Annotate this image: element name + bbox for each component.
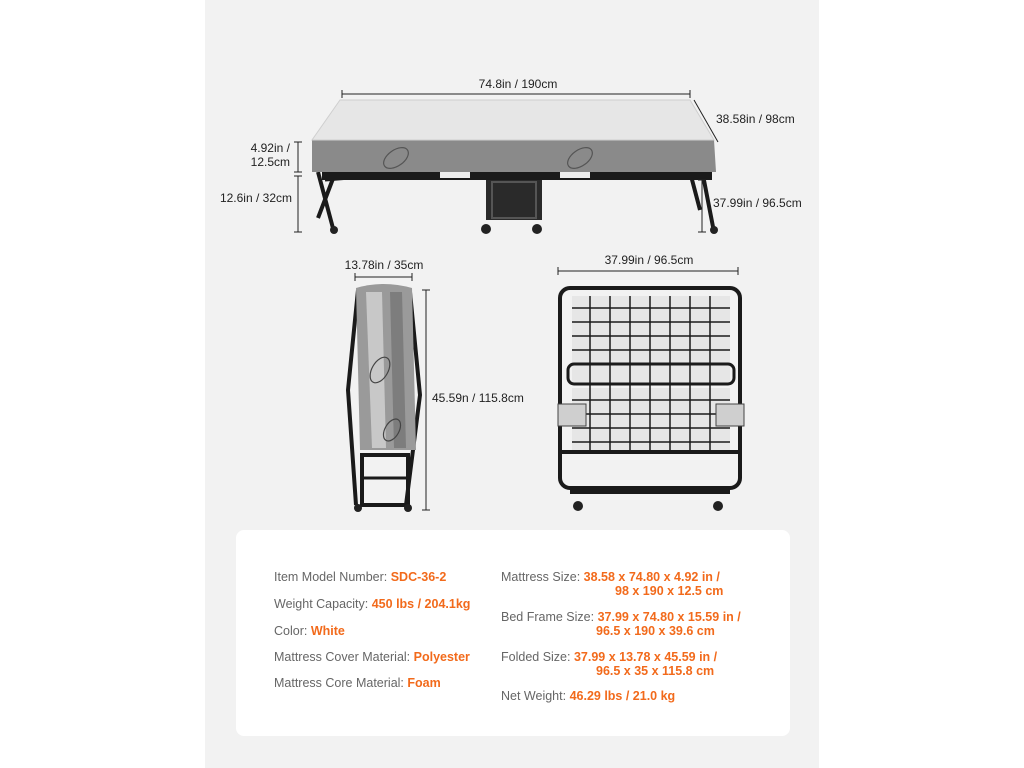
spec-frame-size-label: Bed Frame Size: (501, 610, 598, 624)
spec-frame-size (501, 610, 741, 638)
folded-side-view (348, 284, 420, 512)
spec-folded-size-value-1: 37.99 x 13.78 x 45.59 in / (573, 650, 718, 664)
spec-color-label: Color: (274, 624, 311, 638)
dim-folded-width: 37.99in / 96.5cm (604, 253, 694, 267)
dim-length: 74.8in / 190cm (478, 77, 558, 91)
spec-core-value: Foam (407, 676, 441, 690)
dim-frame-width: 37.99in / 96.5cm (713, 196, 802, 210)
spec-core (274, 676, 441, 690)
spec-color (274, 624, 345, 638)
spec-cover-label: Mattress Cover Material: (274, 650, 414, 664)
spec-frame-size-value-2: 96.5 x 190 x 39.6 cm (596, 624, 715, 638)
spec-weight-value: 46.29 lbs / 21.0 kg (569, 689, 676, 703)
dim-frame-height: 12.6in / 32cm (219, 191, 292, 205)
spec-color-value: White (310, 624, 345, 638)
spec-capacity-value: 450 lbs / 204.1kg (371, 597, 471, 611)
dim-mattress-height-2: 12.5cm (250, 155, 290, 169)
spec-mattress-size-label: Mattress Size: (501, 570, 584, 584)
dim-mattress-height-1: 4.92in / (250, 141, 290, 155)
spec-model-value: SDC-36-2 (390, 570, 447, 584)
spec-weight (501, 689, 675, 703)
spec-folded-size-value-2: 96.5 x 35 x 115.8 cm (596, 664, 715, 678)
spec-core-label: Mattress Core Material: (274, 676, 408, 690)
spec-model (274, 570, 446, 584)
unfolded-bed (312, 100, 718, 234)
spec-mattress-size-value-1: 38.58 x 74.80 x 4.92 in / (583, 570, 720, 584)
spec-cover (274, 650, 470, 664)
dim-folded-height: 45.59n / 115.8cm (432, 391, 524, 405)
spec-cover-value: Polyester (413, 650, 470, 664)
dim-folded-depth: 13.78in / 35cm (344, 258, 424, 272)
spec-model-label: Item Model Number: (274, 570, 391, 584)
spec-capacity (274, 597, 470, 611)
dim-width: 38.58in / 98cm (716, 112, 795, 126)
folded-front-dimension-lines (558, 267, 738, 275)
spec-capacity-label: Weight Capacity: (274, 597, 372, 611)
spec-folded-size (501, 650, 717, 678)
spec-folded-size-label: Folded Size: (501, 650, 574, 664)
spec-card (236, 530, 790, 736)
spec-frame-size-value-1: 37.99 x 74.80 x 15.59 in / (597, 610, 741, 624)
spec-weight-label: Net Weight: (501, 689, 570, 703)
folded-front-view (558, 288, 744, 511)
spec-mattress-size (501, 570, 723, 598)
spec-mattress-size-value-2: 98 x 190 x 12.5 cm (615, 584, 724, 598)
